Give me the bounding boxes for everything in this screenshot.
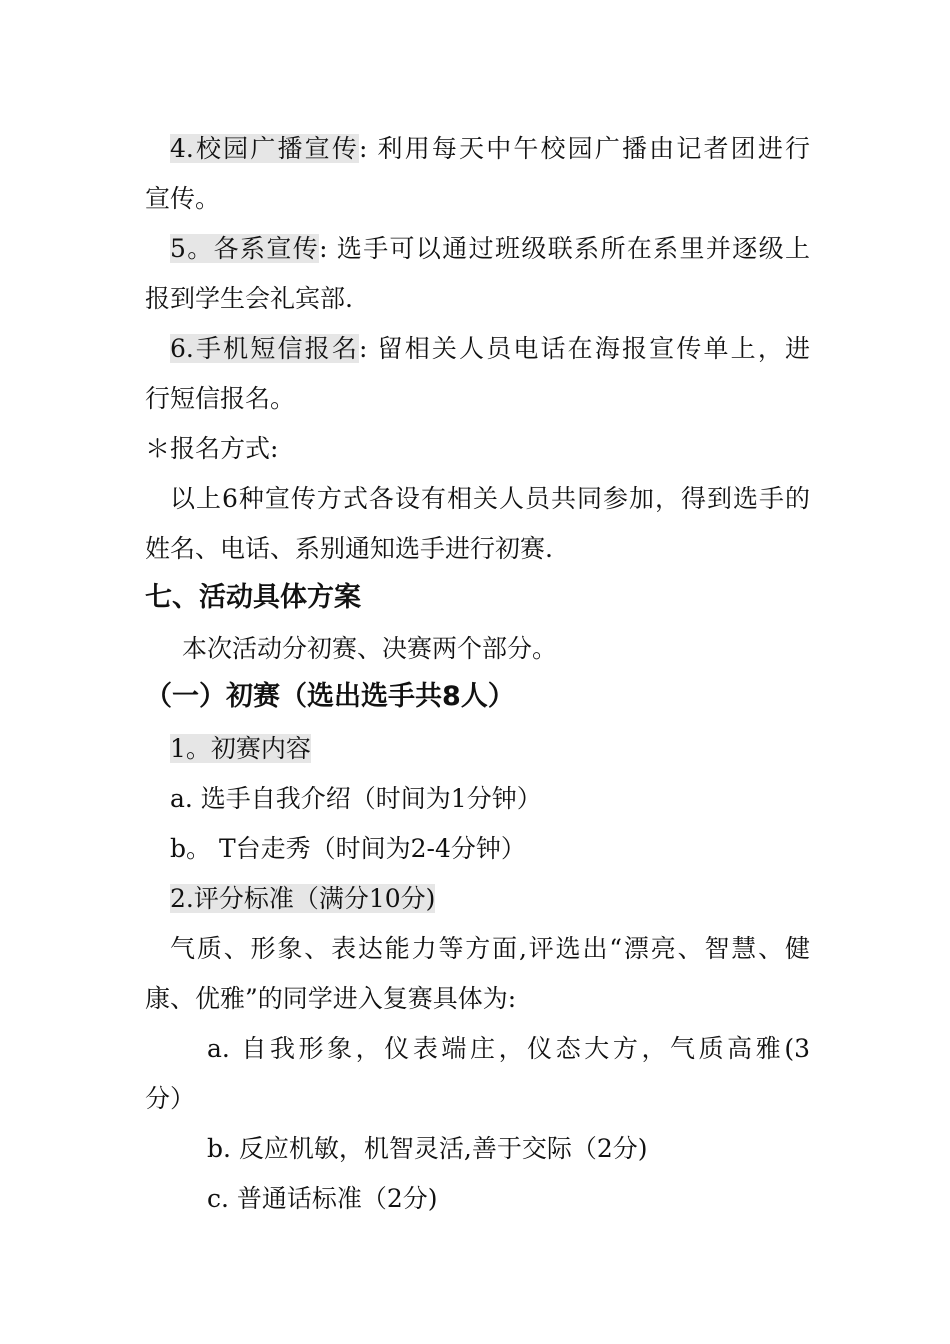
criteria-a-cont: 分） bbox=[145, 1084, 196, 1113]
scoring-label bbox=[170, 882, 810, 916]
paragraph-department-promo-cont: 报到学生会礼宾部. bbox=[145, 284, 353, 313]
criteria-a bbox=[145, 1032, 810, 1066]
summary-line1: 以上6种宣传方式各设有相关人员共同参加，得到选手的 bbox=[170, 484, 810, 513]
paragraph-department-promo bbox=[145, 232, 810, 266]
label-campus-broadcast: 4.校园广播宣传 bbox=[170, 134, 359, 163]
criteria-a-line1: a. 自我形象，仪表端庄，仪态大方，气质高雅(3 bbox=[207, 1034, 810, 1063]
text-department-promo: : 选手可以通过班级联系所在系里并逐级上 bbox=[319, 234, 811, 263]
preliminary-item-b: b。 T台走秀（时间为2-4分钟） bbox=[170, 834, 526, 863]
preliminary-item-a: a. 选手自我介绍（时间为1分钟） bbox=[170, 784, 542, 813]
criteria-c: c. 普通话标准（2分) bbox=[207, 1184, 438, 1213]
preliminary-content-label-text: 1。初赛内容 bbox=[170, 734, 311, 763]
summary-paragraph-cont: 姓名、电话、系别通知选手进行初赛. bbox=[145, 534, 553, 563]
section-seven-title: 七、活动具体方案 bbox=[145, 582, 361, 613]
paragraph-sms-signup-cont: 行短信报名。 bbox=[145, 384, 296, 413]
scoring-description-line1: 气质、形象、表达能力等方面,评选出“漂亮、智慧、健 bbox=[170, 934, 810, 963]
preliminary-title: （一）初赛（选出选手共8人） bbox=[145, 681, 515, 712]
text-campus-broadcast: : 利用每天中午校园广播由记者团进行 bbox=[359, 134, 810, 163]
criteria-b: b. 反应机敏，机智灵活,善于交际（2分) bbox=[207, 1134, 648, 1163]
text-sms-signup: : 留相关人员电话在海报宣传单上，进 bbox=[359, 334, 810, 363]
scoring-label-text: 2.评分标准（满分10分) bbox=[170, 884, 436, 913]
paragraph-campus-broadcast bbox=[145, 132, 810, 166]
paragraph-sms-signup bbox=[145, 332, 810, 366]
section-seven-intro: 本次活动分初赛、决赛两个部分。 bbox=[182, 634, 558, 663]
signup-method: ＊报名方式: bbox=[145, 434, 279, 463]
label-sms-signup: 6.手机短信报名 bbox=[170, 334, 359, 363]
paragraph-campus-broadcast-cont: 宣传。 bbox=[145, 184, 221, 213]
scoring-description-cont: 康、优雅”的同学进入复赛具体为: bbox=[145, 984, 517, 1013]
scoring-description bbox=[145, 932, 810, 966]
preliminary-content-label bbox=[170, 732, 810, 766]
label-department-promo: 5。各系宣传 bbox=[170, 234, 320, 263]
summary-paragraph bbox=[145, 482, 810, 516]
